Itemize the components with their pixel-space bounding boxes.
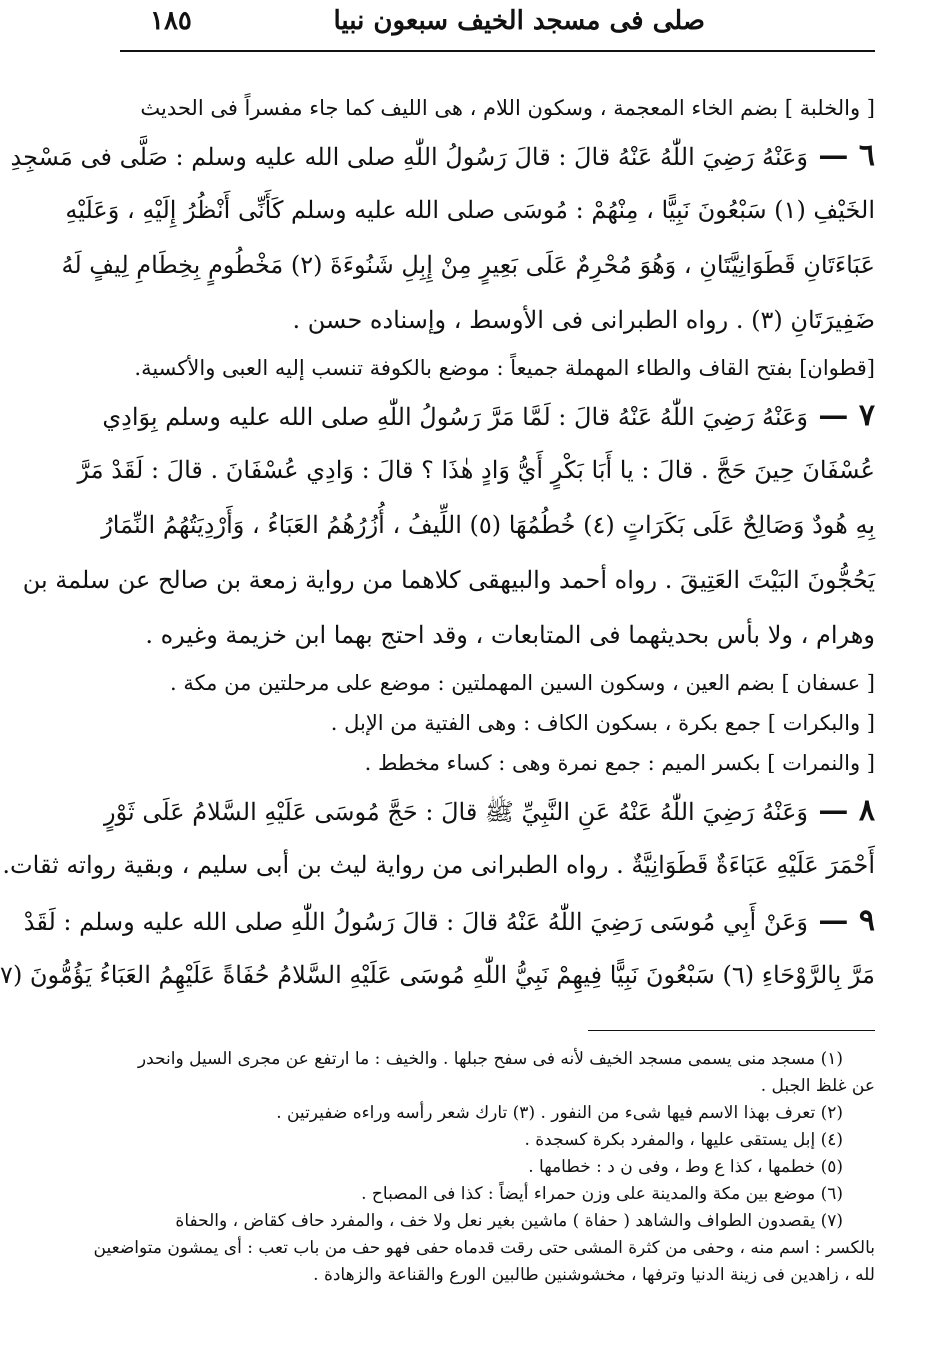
text-line: [122, 293, 875, 348]
footnote-line: (١) مسجد منى يسمى مسجد الخيف لأنه فى سفح جبلها . والخيف : ما ارتفع عن مجرى السيل وانحدر: [137, 1049, 843, 1069]
footnote-line: (٦) موضع بين مكة والمدينة على وزن حمراء أيضاً : كذا فى المصباح .: [361, 1184, 843, 1204]
text-line: [2, 838, 875, 893]
line-text: [ والبكرات ] جمع بكرة ، بسكون الكاف : وهى الفتية من الإبل .: [330, 711, 875, 735]
gloss-note: [122, 348, 875, 388]
text-line: [10, 128, 875, 183]
footnote-line: لله ، زاهدين فى زينة الدنيا وترفها ، مخشوشنين طالبين الورع والقناعة والزهادة .: [313, 1265, 875, 1285]
text-line: [122, 348, 875, 388]
footnote-rule: [588, 1030, 875, 1031]
line-text: [ عسفان ] بضم العين ، وسكون السين المهملتين : موضع على مرحلتين من مكة .: [169, 671, 875, 695]
text-line: [102, 388, 875, 443]
footnote-line: (٤) إبل يستقى عليها ، والمفرد بكرة كسجدة .: [524, 1130, 843, 1150]
line-text: عَبَاءَتَانِ قَطَوَانِيَّتَانِ ، وَهُوَ مُحْرِمٌ عَلَى بَعِيرٍ مِنْ إِبِلِ شَنُوءَةَ (٢) مَخْطُومٍ بِخِطَامِ لِيفٍ لَهُ: [61, 251, 875, 279]
line-text: أَحْمَرَ عَلَيْهِ عَبَاءَةٌ قَطَوَانِيَّةٌ . رواه الطبرانى من رواية ليث بن أبى سليم ، وبقية رواته ثقات.: [2, 851, 875, 879]
line-text: الخَيْفِ (١) سَبْعُونَ نَبِيًّا ، مِنْهُمْ : مُوسَى صلى الله عليه وسلم كَأَنِّى أَنْظُرُ إِلَيْهِ ، وَعَلَيْهِ: [65, 196, 875, 224]
running-title: صلى فى مسجد الخيف سبعون نبيا: [333, 6, 705, 36]
line-text: وَعَنْ أَبِي مُوسَى رَضِيَ اللّٰهُ عَنْهُ قالَ : قالَ رَسُولُ اللّٰهِ صلى الله عليه وسلم : لَقَدْ: [23, 908, 808, 936]
hadith-number: ٩ —: [807, 903, 875, 938]
line-text: ضَفِيرَتَانِ (٣) . رواه الطبرانى فى الأوسط ، وإسناده حسن .: [292, 306, 875, 334]
text-line: [122, 703, 875, 743]
text-line: [65, 183, 875, 238]
line-text: وَعَنْهُ رَضِيَ اللّٰهُ عَنْهُ عَنِ النَّبِيِّ ﷺ قالَ : حَجَّ مُوسَى عَلَيْهِ السَّلامُ عَلَى ثَوْرٍ: [104, 798, 808, 826]
text-line: [22, 553, 875, 608]
footnote-line: عن غلظ الجبل .: [760, 1076, 875, 1096]
hadith-paragraph: [10, 128, 875, 348]
gloss-note: [122, 663, 875, 783]
text-line: [101, 498, 875, 553]
text-line: [23, 893, 875, 948]
line-text: بِهِ هُودٌ وَصَالِحٌ عَلَى بَكَرَاتٍ (٤) خُطُمُهَا (٥) اللِّيفُ ، أُزُرُهُمُ العَبَاءُ ، وَأَرْدِيَتُهُمُ النِّمَارُ: [101, 511, 875, 539]
line-text: وهرام ، ولا بأس بحديثهما فى المتابعات ، وقد احتج بهما ابن خزيمة وغيره .: [145, 621, 875, 649]
text-line: [61, 238, 875, 293]
line-text: [ والخلبة ] بضم الخاء المعجمة ، وسكون اللام ، هى الليف كما جاء مفسراً فى الحديث: [140, 96, 875, 120]
line-text: وَعَنْهُ رَضِيَ اللّٰهُ عَنْهُ قالَ : لَمَّا مَرَّ رَسُولُ اللّٰهِ صلى الله عليه وسلم بِوَادِي: [102, 403, 808, 431]
hadith-number: ٧ —: [807, 398, 875, 433]
hadith-number: ٦ —: [807, 138, 875, 173]
line-text: عُسْفَانَ حِينَ حَجَّ . قالَ : يا أَبَا بَكْرٍ أَيُّ وَادٍ هٰذَا ؟ قالَ : وَادِي عُسْفَانَ . قالَ : لَقَدْ مَرَّ: [77, 456, 875, 484]
text-line: [122, 743, 875, 783]
line-text: وَعَنْهُ رَضِيَ اللّٰهُ عَنْهُ قالَ : قالَ رَسُولُ اللّٰهِ صلى الله عليه وسلم : صَلَّى فى مَسْجِدِ: [10, 143, 808, 171]
gloss-note: [122, 88, 875, 128]
text-line: [122, 663, 875, 703]
line-text: مَرَّ بِالرَّوْحَاءِ (٦) سَبْعُونَ نَبِيًّا فِيهِمْ نَبِيُّ اللّٰهِ مُوسَى عَلَيْهِ السَّلامُ حُفَاةً عَلَيْهِمُ العَبَاءُ يَؤُمُّونَ (٧: [0, 961, 875, 989]
hadith-paragraph: [0, 893, 875, 1003]
hadith-number: ٨ —: [807, 793, 875, 828]
line-text: [ والنمرات ] بكسر الميم : جمع نمرة وهى : كساء مخطط .: [364, 751, 875, 775]
line-text: [قطوان] بفتح القاف والطاء المهملة جميعاً : موضع بالكوفة تنسب إليه العبى والأكسية.: [134, 356, 875, 380]
page-number: ١٨٥: [150, 6, 192, 36]
footnote-line: (٥) خطمها ، كذا ع وط ، وفى ن د : خطامها .: [528, 1157, 843, 1177]
main-text: [0, 88, 875, 1003]
text-line: [77, 443, 875, 498]
text-line: [104, 783, 875, 838]
footnote-line: (٧) يقصدون الطواف والشاهد ( حفاة ) ماشين بغير نعل ولا خف ، والمفرد حاف كقاض ، والحفاة: [175, 1211, 843, 1231]
text-line: [0, 948, 875, 1003]
hadith-paragraph: [2, 783, 875, 893]
footnotes: [93, 1046, 875, 1289]
hadith-paragraph: [22, 388, 875, 663]
text-line: [122, 88, 875, 128]
page-header: [120, 4, 875, 44]
line-text: يَحُجُّونَ البَيْتَ العَتِيقَ . رواه أحمد والبيهقى كلاهما من رواية زمعة بن صالح عن سلمة بن: [22, 566, 875, 594]
text-line: [122, 608, 875, 663]
footnote-line: بالكسر : اسم منه ، وحفى من كثرة المشى حتى رقت قدماه حفى فهو حف من باب تعب : أى يمشون متواضعين: [93, 1238, 875, 1258]
footnote-line: (٢) تعرف بهذا الاسم فيها شىء من النفور . (٣) تارك شعر رأسه وراءه ضفيرتين .: [276, 1103, 843, 1123]
header-rule: [120, 50, 875, 52]
